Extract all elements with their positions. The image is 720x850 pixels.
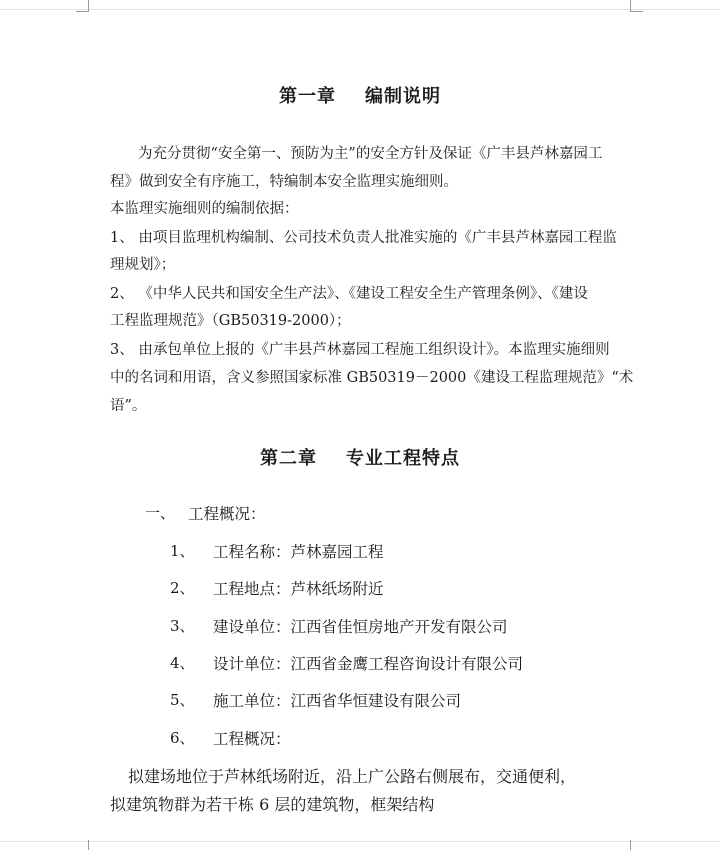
item-text: 建设单位：江西省佳恒房地产开发有限公司 xyxy=(213,618,508,636)
crop-mark xyxy=(88,840,89,850)
section-label: 工程概况： xyxy=(188,505,266,523)
basis-item-line: 3、 由承包单位上报的《广丰县芦林嘉园工程施工组织设计》。本监理实施细则 xyxy=(110,342,610,358)
item-number: 1、 xyxy=(170,542,195,560)
crop-mark xyxy=(88,0,89,12)
item-number: 3、 xyxy=(170,617,195,635)
paragraph-line: 程》做到安全有序施工，特编制本安全监理实施细则。 xyxy=(110,174,458,190)
page-bottom-edge xyxy=(0,841,720,842)
crop-mark xyxy=(631,11,643,12)
item-text: 施工单位：江西省华恒建设有限公司 xyxy=(213,692,462,710)
chapter-2-title: 第二章 专业工程特点 xyxy=(259,448,461,469)
crop-mark xyxy=(630,840,631,850)
item-text: 工程名称：芦林嘉园工程 xyxy=(213,543,384,561)
item-number: 6、 xyxy=(170,729,195,747)
item-number: 2、 xyxy=(170,579,195,597)
item-number: 4、 xyxy=(170,654,195,672)
overview-line: 拟建场地位于芦林纸场附近，沿上广公路右侧展布，交通便利， xyxy=(128,767,577,786)
basis-item-line: 2、 《中华人民共和国安全生产法》、《建设工程安全生产管理条例》、《建设 xyxy=(110,286,588,302)
page-top-edge xyxy=(0,9,720,10)
basis-item-line: 语”。 xyxy=(110,398,147,414)
item-text: 工程地点：芦林纸场附近 xyxy=(213,580,384,598)
overview-line: 拟建筑物群为若干栋 6 层的建筑物，框架结构 xyxy=(110,795,435,814)
item-text: 设计单位：江西省金鹰工程咨询设计有限公司 xyxy=(213,655,524,673)
basis-intro: 本监理实施细则的编制依据： xyxy=(110,201,299,217)
section-number: 一、 xyxy=(145,504,176,522)
crop-mark xyxy=(76,11,88,12)
paragraph-line: 为充分贯彻“安全第一、预防为主”的安全方针及保证《广丰县芦林嘉园工 xyxy=(138,146,603,162)
basis-item-line: 工程监理规范》（GB50319-2000）； xyxy=(110,313,351,329)
chapter-1-title: 第一章 编制说明 xyxy=(278,86,442,107)
basis-item-line: 1、 由项目监理机构编制、公司技术负责人批准实施的《广丰县芦林嘉园工程监 xyxy=(110,230,617,246)
item-text: 工程概况： xyxy=(213,730,291,748)
basis-item-line: 中的名词和用语，含义参照国家标准 GB50319－2000《建设工程监理规范》“术 xyxy=(110,370,634,386)
basis-item-line: 理规划》； xyxy=(110,257,176,273)
item-number: 5、 xyxy=(170,691,195,709)
